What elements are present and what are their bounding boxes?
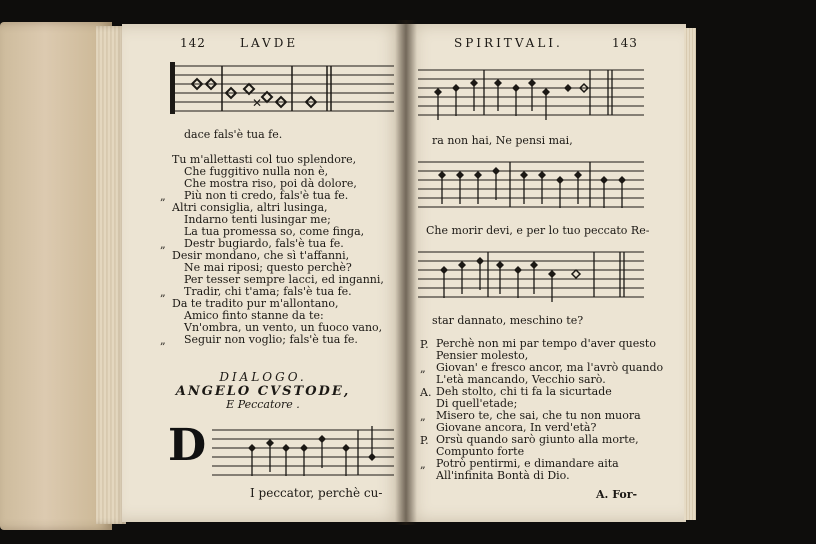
svg-text:✕: ✕ [252,96,263,110]
page-number-left: 142 [180,36,206,50]
repeat-mark: „ [160,238,166,251]
dialogue-line: Compunto forte [436,445,525,458]
decorated-initial: D [168,420,207,471]
dialogo-subtitle: ANGELO CVSTODE, [175,384,351,399]
dialogue-line: Giovan' e fresco ancor, ma l'avrò quando [436,361,664,374]
right-page [404,24,686,522]
repeat-mark: „ [420,362,426,375]
repeat-mark: „ [160,334,166,347]
running-head-right: SPIRITVALI. [454,36,563,50]
dialogue-line: L'età mancando, Vecchio sarò. [436,373,606,386]
music-staff-1 [122,62,404,122]
dialogue-line: Misero te, che sai, che tu non muora [436,409,641,422]
verse-line: Da te tradito pur m'allontano, [172,297,339,310]
dialogue-line: Di quell'etade; [436,397,518,410]
lyric-line-2-right: Che morir devi, e per lo tuo peccato Re- [426,224,650,237]
dialogue-line: Pensier molesto, [436,349,529,362]
verse-line: Tradir, chi t'ama; fals'è tua fe. [184,285,352,298]
verse-line: Tu m'allettasti col tuo splendore, [172,153,357,166]
music-staff-2 [122,420,404,482]
dialogo-persona: E Peccatore . [226,398,300,411]
verse-line: Per tesser sempre lacci, ed inganni, [184,273,384,286]
lyric-line-3-right: star dannato, meschino te? [432,314,584,327]
verse-line: Destr bugiardo, fals'è tua fe. [184,237,344,250]
verse-line: Altri consiglia, altri lusinga, [172,201,328,214]
verse-line: Amico finto stanne da te: [184,309,324,322]
dialogo-title: DIALOGO. [219,370,307,384]
verse-line: Che mostra riso, poi dà dolore, [184,177,357,190]
left-page [122,24,404,522]
verse-line: Che fuggitivo nulla non è, [184,165,329,178]
book-gutter [395,20,417,525]
repeat-mark: „ [420,410,426,423]
dialogue-line: Orsù quando sarò giunto alla morte, [436,433,639,446]
repeat-mark: „ [420,458,426,471]
verse-line: Indarno tenti lusingar me; [184,213,331,226]
dialogue-line: Deh stolto, chi ti fa la sicurtade [436,385,612,398]
repeat-mark: „ [160,286,166,299]
page-number-right: 143 [612,36,638,50]
verse-line: Ne mai riposi; questo perchè? [184,261,352,274]
dialogue-line: Perchè non mi par tempo d'aver questo [436,337,656,350]
catchword: A. For- [596,488,638,501]
speaker-mark: P. [420,434,429,447]
speaker-mark: A. [420,386,432,399]
dialogue-line: Giovane ancora, In verd'età? [436,421,597,434]
dialogue-line: All'infinita Bontà di Dio. [436,469,570,482]
verse-line: Più non ti credo, fals'è tua fe. [184,189,349,202]
verse-line: Seguir non voglio; fals'è tua fe. [184,333,358,346]
lyric-line-1-right: ra non hai, Ne pensi mai, [432,134,573,147]
running-head-left: LAVDE [240,36,299,50]
lyric-line-top-left: dace fals'è tua fe. [184,128,283,141]
dialogue-line: Potrò pentirmi, e dimandare aita [436,457,619,470]
lyric-line-bottom-left: I peccator, perchè cu- [250,486,383,500]
music-staff-3 [404,64,686,124]
repeat-mark: „ [160,190,166,203]
verse-line: Desir mondano, che sì t'affanni, [172,249,350,262]
music-staff-5 [404,246,686,306]
speaker-mark: P. [420,338,429,351]
verse-line: La tua promessa so, come finga, [184,225,365,238]
music-staff-4 [404,156,686,216]
right-page-edges [684,28,696,520]
verse-line: Vn'ombra, un vento, un fuoco vano, [184,321,383,334]
